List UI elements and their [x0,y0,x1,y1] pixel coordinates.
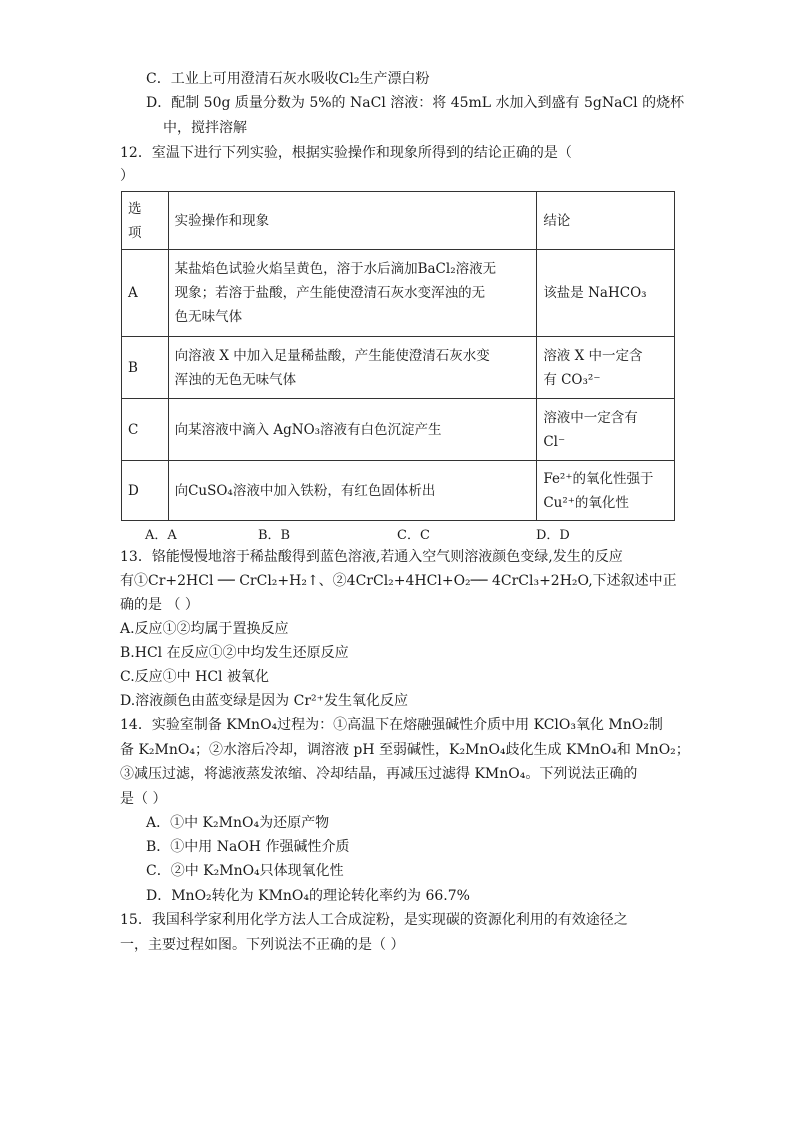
q12-choice-d: D．D [536,528,570,543]
concl-line: 溶液 X 中一定含 [543,347,643,364]
q14-option-b: B．①中用 NaOH 作强碱性介质 [146,839,350,855]
row-operation [168,399,537,461]
table-row [122,337,675,399]
q12-choice-c: C．C [397,528,430,543]
q12-choice-b: B．B [258,528,291,543]
q14-stem-line3: ③减压过滤，将滤液蒸发浓缩、冷却结晶，再减压过滤得 KMnO₄。下列说法正确的 [120,766,638,782]
q11-option-c: C．工业上可用澄清石灰水吸收Cl₂生产漂白粉 [146,71,430,87]
row-option: A [122,250,169,337]
table-row [122,250,675,337]
header-option-line2: 项 [128,224,142,241]
q14-option-a: A．①中 K₂MnO₄为还原产物 [146,815,330,831]
q13-option-b: B.HCl 在反应①②中均发生还原反应 [120,645,349,661]
q14-stem-line4: 是（ ） [120,791,167,807]
q13-option-c: C.反应①中 HCl 被氧化 [120,669,269,685]
q13-stem-line1: 13．铬能慢慢地溶于稀盐酸得到蓝色溶液,若通入空气则溶液颜色变绿,发生的反应 [120,549,623,565]
concl-line: Fe²⁺的氧化性强于 [543,470,654,487]
row-conclusion [537,337,675,399]
row-conclusion [537,250,675,337]
q12-choice-a: A．A [145,528,177,543]
concl-line: 溶液中一定含有 [543,409,638,426]
row-conclusion [537,399,675,461]
q13-option-d: D.溶液颜色由蓝变绿是因为 Cr²⁺发生氧化反应 [120,693,409,709]
q15-stem-line2: 一，主要过程如图。下列说法不正确的是（ ） [120,937,405,953]
op-line: 浑浊的无色无味气体 [174,371,297,388]
q13-stem-line2: 有①Cr+2HCl ── CrCl₂+H₂↑、②4CrCl₂+4HCl+O₂── 4CrCl₃+2H₂O,下述叙述中正 [120,573,677,589]
op-line: 色无味气体 [174,309,243,325]
q14-stem-line1: 14．实验室制备 KMnO₄过程为：①高温下在熔融强碱性介质中用 KClO₃氧化 MnO₂制 [120,717,663,733]
header-option-line1: 选 [128,200,142,217]
row-conclusion [537,461,675,521]
op-line: 向溶液 X 中加入足量稀盐酸，产生能使澄清石灰水变 [174,347,490,364]
q12-table [121,191,675,521]
row-option: B [122,337,169,399]
op-line: 向某溶液中滴入 AgNO₃溶液有白色沉淀产生 [174,421,442,438]
row-option: D [122,461,169,521]
header-option [122,192,169,250]
concl-line: 有 CO₃²⁻ [543,371,601,388]
q13-option-a: A.反应①②均属于置换反应 [120,621,289,637]
concl-line: Cu²⁺的氧化性 [543,494,629,511]
op-line: 某盐焰色试验火焰呈黄色，溶于水后滴加BaCl₂溶液无 [174,261,497,277]
row-option: C [122,399,169,461]
q15-stem-line1: 15．我国科学家利用化学方法人工合成淀粉，是实现碳的资源化利用的有效途径之 [120,912,628,928]
q13-stem-line3: 确的是 （ ） [120,597,199,613]
q14-option-d: D．MnO₂转化为 KMnO₄的理论转化率约为 66.7% [146,888,470,904]
header-conclusion: 结论 [537,192,675,250]
q11-option-d-line2: 中，搅拌溶解 [163,120,247,136]
table-row [122,399,675,461]
row-operation [168,461,537,521]
q14-stem-line2: 备 K₂MnO₄；②水溶后冷却，调溶液 pH 至弱碱性，K₂MnO₄歧化生成 KMnO₄和 MnO₂； [120,742,690,758]
q11-option-d-line1: D．配制 50g 质量分数为 5%的 NaCl 溶液：将 45mL 水加入到盛有 5gNaCl 的烧杯 [146,95,685,111]
op-line: 向CuSO₄溶液中加入铁粉，有红色固体析出 [174,482,436,499]
q14-option-c: C．②中 K₂MnO₄只体现氧化性 [146,863,344,879]
op-line: 现象；若溶于盐酸，产生能使澄清石灰水变浑浊的无 [174,285,486,301]
header-operation: 实验操作和现象 [168,192,537,250]
q12-stem-line2: ） [120,168,134,184]
row-operation [168,337,537,399]
row-operation [168,250,537,337]
table-row [122,461,675,521]
concl-line: Cl⁻ [543,433,566,450]
table-header-row [122,192,675,250]
concl-line: 该盐是 NaHCO₃ [543,285,647,301]
q12-stem-line1: 12．室温下进行下列实验，根据实验操作和现象所得到的结论正确的是（ [120,145,572,161]
